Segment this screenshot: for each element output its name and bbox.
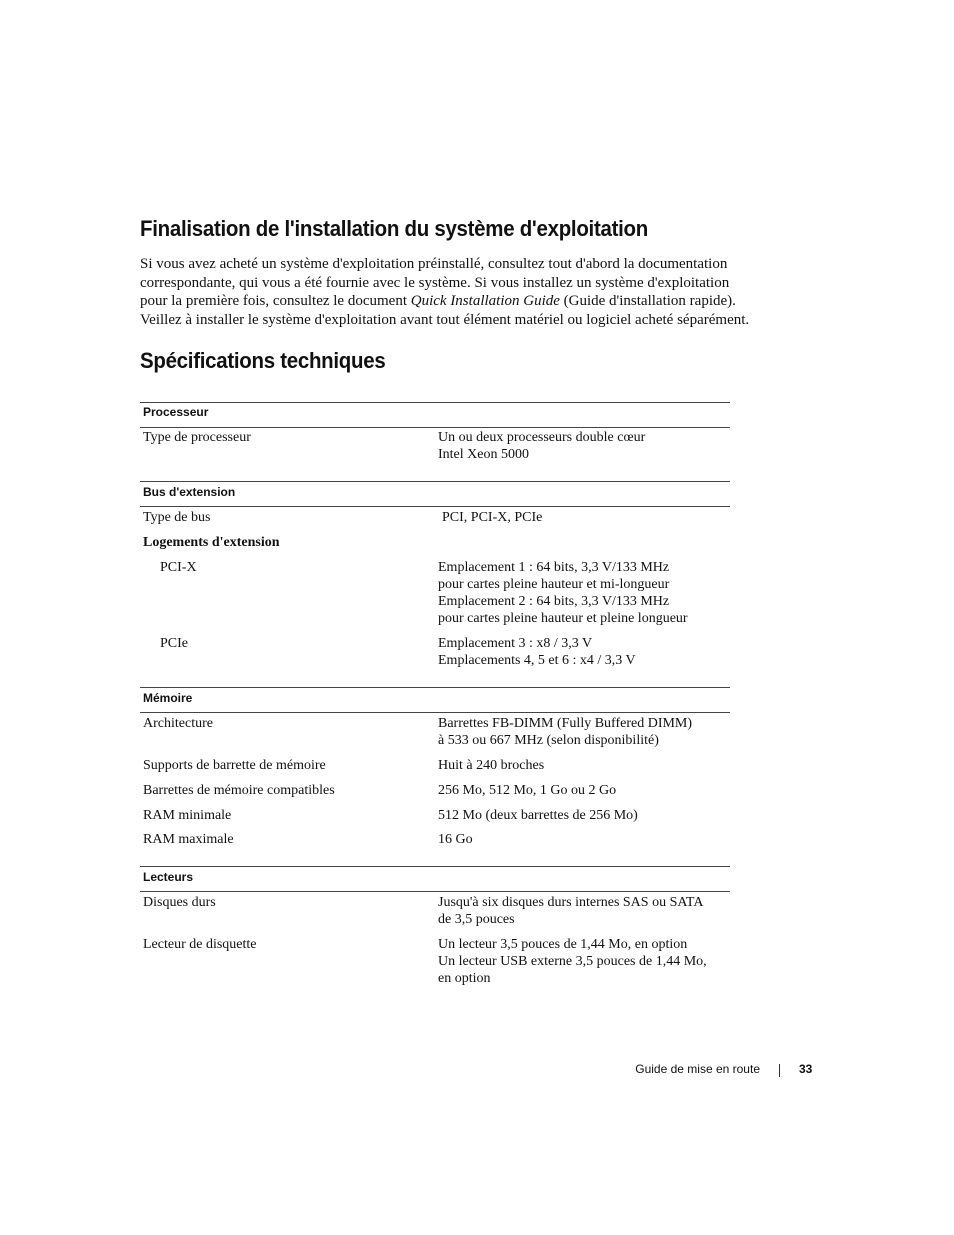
spec-section-drives: Lecteurs: [143, 870, 194, 884]
spec-value-memory-sockets: Huit à 240 broches: [438, 758, 545, 773]
value-line: Un lecteur 3,5 pouces de 1,44 Mo, en option: [438, 937, 688, 952]
value-line: Emplacement 3 : x8 / 3,3 V: [438, 636, 593, 651]
intro-paragraph: [140, 255, 820, 329]
spec-label-memory-sockets: Supports de barrette de mémoire: [143, 758, 326, 773]
value-line: Emplacements 4, 5 et 6 : x4 / 3,3 V: [438, 653, 636, 668]
intro-line: Veillez à installer le système d'exploitation avant tout élément matériel ou logiciel acheté séparément.: [140, 311, 750, 328]
table-rule: [140, 687, 730, 688]
table-rule: [140, 402, 730, 403]
spec-label-hard-drives: Disques durs: [143, 895, 216, 910]
page-number: 33: [799, 1062, 813, 1076]
value-line: à 533 ou 667 MHz (selon disponibilité): [438, 733, 659, 748]
spec-label-architecture: Architecture: [143, 716, 213, 731]
spec-value-hard-drives: [438, 894, 703, 928]
section-heading-os-installation: Finalisation de l'installation du système d'exploitation: [140, 216, 648, 241]
spec-label-pcix: PCI-X: [160, 560, 197, 575]
intro-line: Si vous avez acheté un système d'exploitation préinstallé, consultez tout d'abord la documentation: [140, 256, 728, 272]
footer-separator: [779, 1064, 780, 1077]
spec-value-processor-type: [438, 429, 645, 463]
spec-label-min-ram: RAM minimale: [143, 808, 232, 823]
spec-value-bus-type: PCI, PCI-X, PCIe: [442, 510, 543, 525]
spec-value-pcix: [438, 559, 688, 627]
table-rule: [140, 712, 730, 713]
value-line: Un lecteur USB externe 3,5 pouces de 1,44 Mo,: [438, 954, 707, 969]
spec-label-max-ram: RAM maximale: [143, 832, 234, 847]
spec-label-pcie: PCIe: [160, 636, 188, 651]
value-line: Jusqu'à six disques durs internes SAS ou SATA: [438, 895, 704, 910]
value-line: Emplacement 2 : 64 bits, 3,3 V/133 MHz: [438, 594, 670, 609]
spec-value-floppy-drive: [438, 936, 707, 987]
value-line: Intel Xeon 5000: [438, 447, 529, 462]
footer-guide-title: Guide de mise en route: [635, 1062, 760, 1076]
spec-label-expansion-slots: Logements d'extension: [143, 535, 280, 550]
quick-installation-guide-title: Quick Installation Guide: [410, 293, 560, 309]
spec-label-floppy-drive: Lecteur de disquette: [143, 937, 257, 952]
table-rule: [140, 866, 730, 867]
table-rule: [140, 427, 730, 428]
table-rule: [140, 891, 730, 892]
intro-text: pour la première fois, consultez le document: [140, 293, 411, 309]
spec-label-bus-type: Type de bus: [143, 510, 211, 525]
value-line: en option: [438, 971, 491, 986]
spec-value-compatible-modules: 256 Mo, 512 Mo, 1 Go ou 2 Go: [438, 783, 617, 798]
value-line: Un ou deux processeurs double cœur: [438, 430, 646, 445]
value-line: de 3,5 pouces: [438, 912, 515, 927]
intro-line: [140, 292, 820, 311]
table-rule: [140, 506, 730, 507]
spec-value-max-ram: 16 Go: [438, 832, 473, 847]
value-line: pour cartes pleine hauteur et mi-longueur: [438, 577, 670, 592]
value-line: pour cartes pleine hauteur et pleine longueur: [438, 611, 688, 626]
section-heading-specifications: Spécifications techniques: [140, 348, 386, 373]
spec-value-pcie: [438, 635, 636, 669]
spec-section-memory: Mémoire: [143, 691, 193, 705]
spec-section-expansion-bus: Bus d'extension: [143, 485, 236, 499]
intro-text: (Guide d'installation rapide).: [559, 293, 736, 309]
spec-section-processor: Processeur: [143, 405, 209, 419]
value-line: Emplacement 1 : 64 bits, 3,3 V/133 MHz: [438, 560, 670, 575]
table-rule: [140, 481, 730, 482]
value-line: Barrettes FB-DIMM (Fully Buffered DIMM): [438, 716, 693, 731]
spec-label-compatible-modules: Barrettes de mémoire compatibles: [143, 783, 335, 798]
spec-label-processor-type: Type de processeur: [143, 430, 251, 445]
intro-line: correspondante, qui vous a été fournie avec le système. Si vous installez un système d'exploitation: [140, 274, 730, 291]
spec-value-architecture: [438, 715, 692, 749]
spec-value-min-ram: 512 Mo (deux barrettes de 256 Mo): [438, 808, 638, 823]
